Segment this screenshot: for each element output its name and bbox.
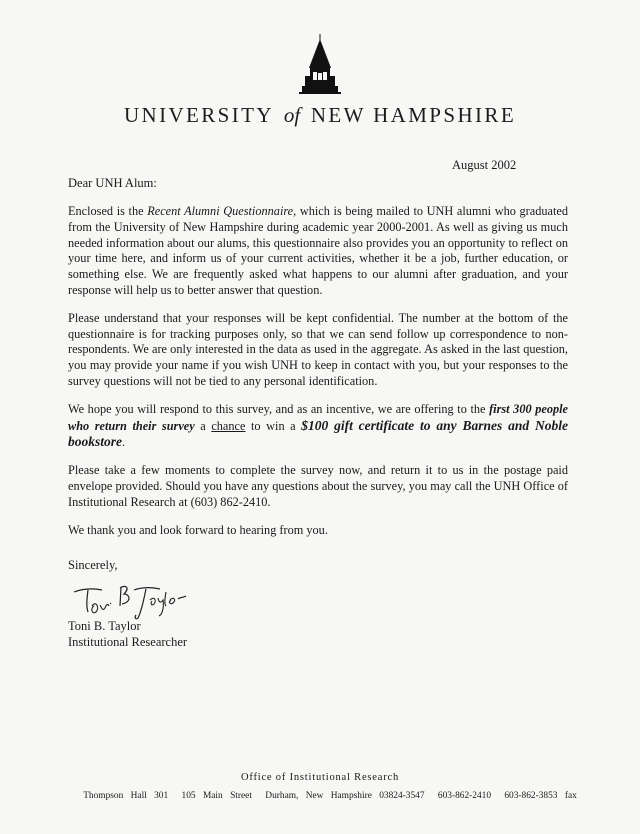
footer-city: Durham, New Hampshire 03824-3547 [265, 791, 425, 801]
incentive-to-win: to win a [245, 418, 302, 433]
paragraph-instructions: Please take a few moments to complete the survey now, and return it to us in the postage paid envelope provided. Should you have any questions about the survey, you may call the UNH Office of Institutional Research at (603) 862-2410. [68, 463, 568, 509]
signer-title: Institutional Researcher [68, 634, 188, 649]
paragraph-intro-rest: , which is being mailed to UNH alumni who graduated from the University of New Hampshire during academic year 2000-2001. As well as giving us much needed information about our alums, this questionnaire also provides you an opportunity to reflect on your time here, and inform us of your current activities, whether it be a job, further education, or something else. We are frequently asked what happens to our alumni after graduation, and your response will help us to better answer that question. [68, 204, 569, 297]
letter-closing: Sincerely, [68, 558, 118, 572]
incentive-lead: We hope you will respond to this survey, and as an incentive, we are offering to the [68, 401, 490, 416]
footer-street: 105 Main Street [181, 791, 252, 801]
incentive-gift-certificate: $100 gift certificate to any Barnes and Noble bookstore [68, 417, 569, 450]
footer-fax: 603-862-3853 fax [504, 791, 577, 801]
footer-hall: Thompson Hall 301 [83, 791, 169, 801]
university-name-part1: UNIVERSITY [123, 103, 274, 127]
paragraph-intro-lead: Enclosed is the [68, 204, 148, 218]
letter-body [68, 204, 568, 550]
incentive-a: a [194, 418, 212, 433]
university-name [0, 103, 640, 128]
paragraph-confidentiality: Please understand that your responses will be kept confidential. The number at the bottom of the questionnaire is for tracking purposes only, so that we can send follow up correspondence to non-respondents. We are only interested in the data as used in the aggregate. As asked in the last question, you may provide your name if you wish UNH to keep in contact with you, but your responses to the survey questions will not be tied to any personal identification. [68, 310, 568, 388]
incentive-first-300: first 300 people who return their survey [68, 401, 568, 433]
university-name-part2: NEW HAMPSHIRE [310, 103, 517, 127]
thompson-hall-tower-logo [296, 34, 344, 98]
paragraph-thanks: We thank you and look forward to hearing from you. [68, 522, 328, 537]
letter-date: August 2002 [452, 158, 517, 172]
incentive-chance: chance [211, 418, 246, 433]
letter-greeting: Dear UNH Alum: [68, 176, 157, 190]
paragraph-intro [68, 204, 568, 299]
signer-name: Toni B. Taylor [68, 619, 141, 633]
footer-address [0, 791, 640, 801]
handwritten-signature [72, 578, 202, 620]
signer-block [68, 619, 187, 650]
questionnaire-title: Recent Alumni Questionnaire [147, 204, 294, 218]
footer-phone: 603-862-2410 [437, 791, 492, 801]
footer-office: Office of Institutional Research [240, 772, 400, 783]
university-name-of: of [283, 103, 301, 127]
paragraph-incentive [68, 402, 568, 451]
incentive-period: . [122, 435, 126, 450]
